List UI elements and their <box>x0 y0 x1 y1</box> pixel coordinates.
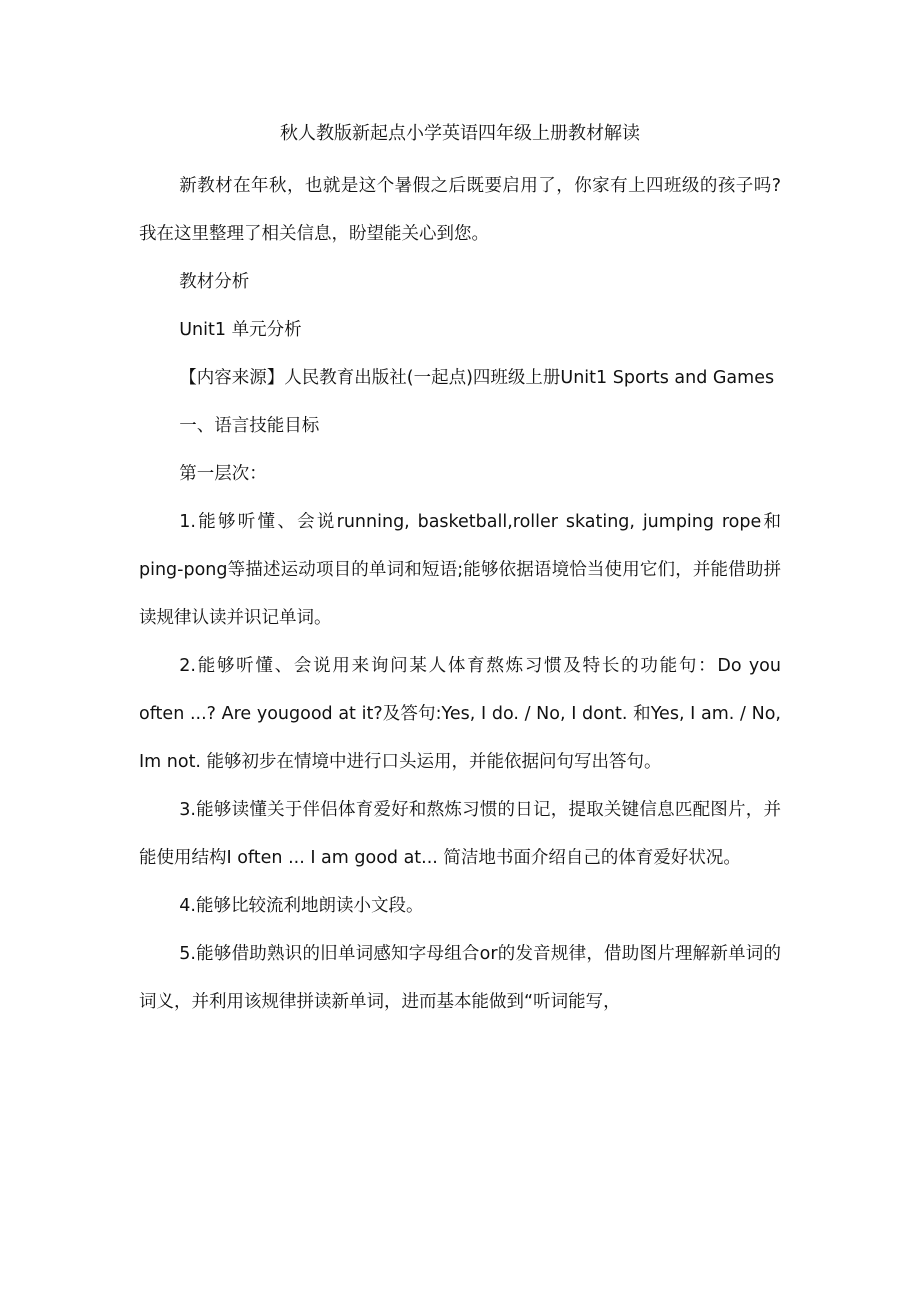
list-item-1: 1.能够听懂、会说running, basketball,roller skating, jumping rope和ping-pong等描述运动项目的单词和短语;能够依据语境恰当使用它们，并能借助拼读规律认读并识记单词。 <box>139 512 781 628</box>
list-item-4: 4.能够比较流利地朗读小文段。 <box>179 896 424 916</box>
section-heading-language-skills: 一、语言技能目标 <box>179 416 320 436</box>
paragraph-intro: 新教材在年秋，也就是这个暑假之后既要启用了，你家有上四班级的孩子吗?我在这里整理了相关信息，盼望能关心到您。 <box>139 176 781 244</box>
document-title: 秋人教版新起点小学英语四年级上册教材解读 <box>280 123 640 144</box>
section-heading-unit1: Unit1 单元分析 <box>179 320 302 340</box>
paragraph-source: 【内容来源】人民教育出版社(一起点)四班级上册Unit1 Sports and Games <box>179 368 775 388</box>
document-page <box>139 118 781 1026</box>
section-heading-analysis: 教材分析 <box>179 272 250 292</box>
list-item-2: 2.能够听懂、会说用来询问某人体育熬炼习惯及特长的功能句：Do you often ...? Are yougood at it?及答句:Yes, I do. / No, I dont. 和Yes, I am. / No, Im not. 能够初步在情境中进行口头运用，并能依据问句写出答句。 <box>139 656 781 772</box>
list-item-5: 5.能够借助熟识的旧单词感知字母组合or的发音规律，借助图片理解新单词的词义，并利用该规律拼读新单词，进而基本能做到“听词能写， <box>139 944 781 1012</box>
subheading-level-one: 第一层次： <box>179 464 267 484</box>
list-item-3: 3.能够读懂关于伴侣体育爱好和熬炼习惯的日记，提取关键信息匹配图片，并能使用结构I often ... I am good at... 简洁地书面介绍自己的体育爱好状况。 <box>139 800 781 868</box>
